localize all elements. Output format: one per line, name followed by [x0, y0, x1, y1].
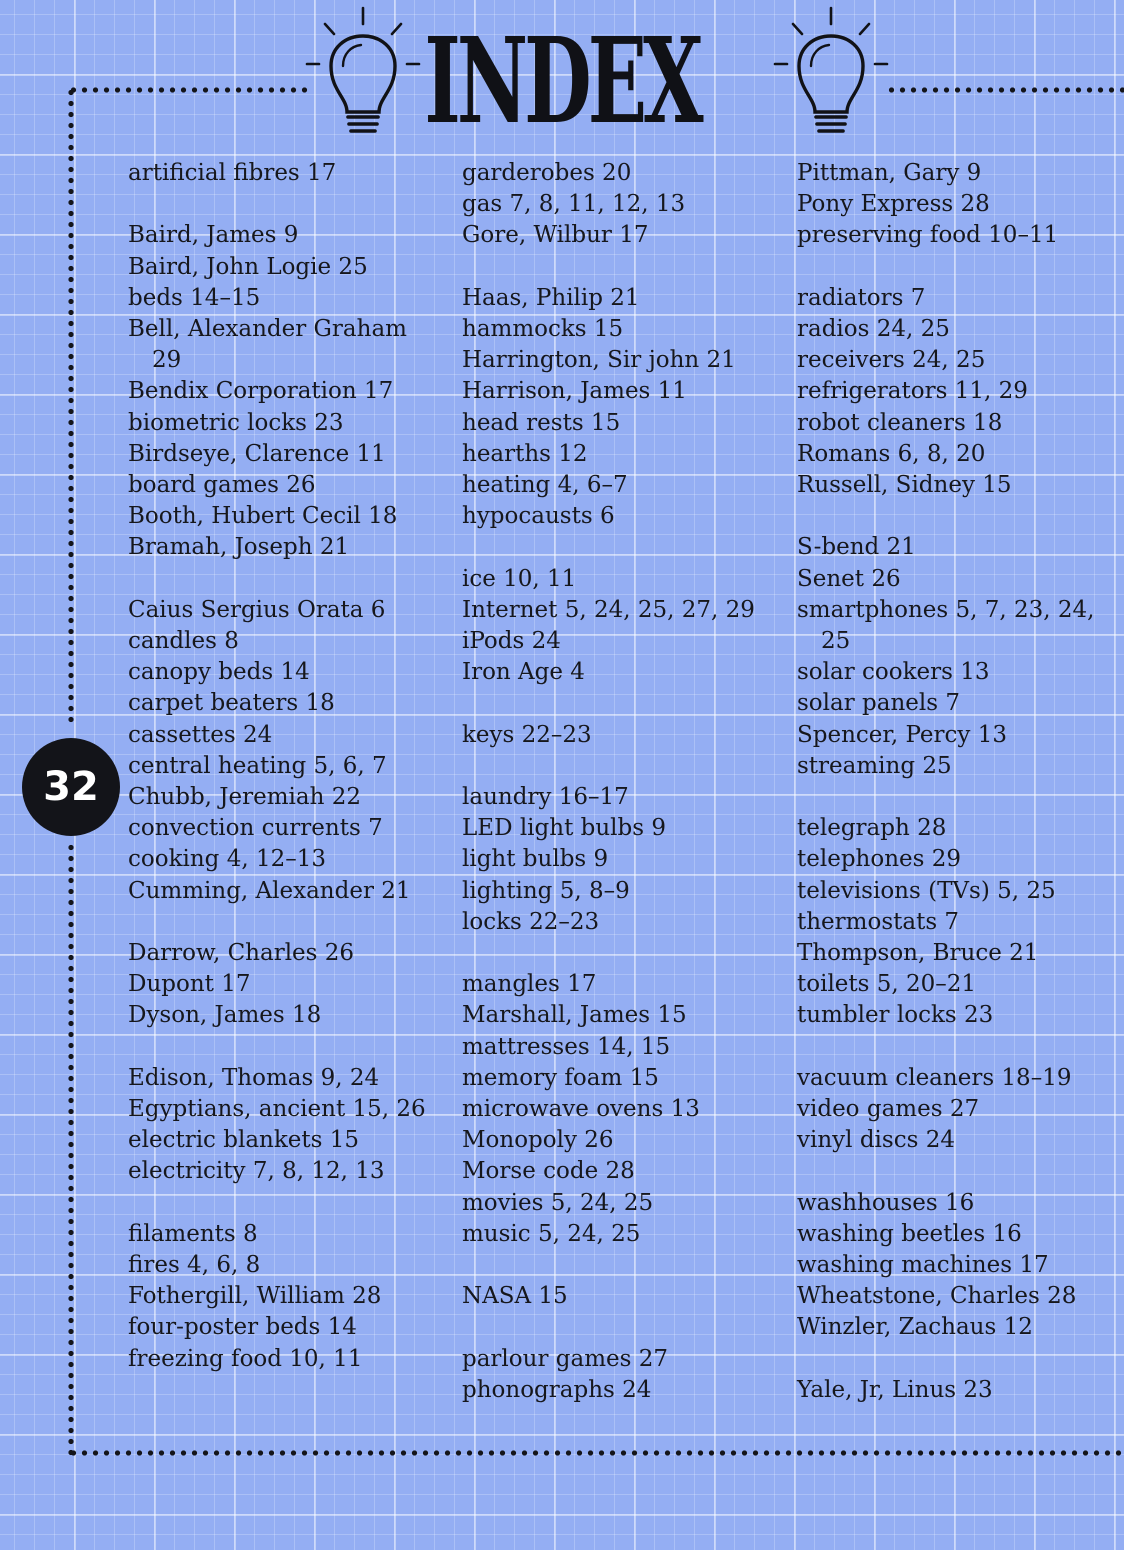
index-entry: washing machines 17: [797, 1252, 1049, 1279]
index-entry: Harrington, Sir john 21: [462, 347, 736, 374]
index-entry: Bramah, Joseph 21: [128, 534, 350, 561]
index-entry: iPods 24: [462, 628, 561, 655]
index-entry: Darrow, Charles 26: [128, 940, 355, 967]
index-gap: [128, 1032, 426, 1063]
index-entry: Chubb, Jeremiah 22: [128, 784, 361, 811]
index-entry: vacuum cleaners 18–19: [797, 1064, 1072, 1091]
index-gap: [797, 1156, 1094, 1187]
index-entry: hypocausts 6: [462, 503, 615, 530]
index-entry: Egyptians, ancient 15, 26: [128, 1096, 426, 1123]
index-entry: Bell, Alexander Graham: [128, 316, 407, 342]
index-entry: Thompson, Bruce 21: [797, 940, 1039, 967]
index-entry: Winzler, Zachaus 12: [797, 1314, 1033, 1341]
index-entry: locks 22–23: [462, 908, 600, 935]
index-entry: washhouses 16: [797, 1189, 975, 1216]
index-gap: [462, 938, 755, 969]
index-entry: Bendix Corporation 17: [128, 378, 394, 405]
index-entry: toilets 5, 20–21: [797, 971, 977, 998]
index-entry: streaming 25: [797, 752, 952, 779]
index-gap: [797, 1032, 1094, 1063]
index-entry: Dupont 17: [128, 971, 251, 998]
index-entry: fires 4, 6, 8: [128, 1252, 261, 1279]
index-entry: gas 7, 8, 11, 12, 13: [462, 191, 686, 218]
index-entry: radios 24, 25: [797, 316, 950, 342]
index-entry: filaments 8: [128, 1220, 258, 1247]
index-entry: microwave ovens 13: [462, 1096, 700, 1123]
index-entry: telephones 29: [797, 846, 962, 873]
index-entry: Morse code 28: [462, 1158, 635, 1185]
index-gap: [462, 1312, 755, 1343]
index-entry: mattresses 14, 15: [462, 1033, 671, 1060]
index-entry: Baird, James 9: [128, 222, 299, 249]
index-entry: video games 27: [797, 1096, 980, 1123]
index-entry: Romans 6, 8, 20: [797, 440, 986, 467]
index-entry: cassettes 24: [128, 721, 273, 748]
index-entry: Iron Age 4: [462, 659, 585, 686]
index-entry: Cumming, Alexander 21: [128, 877, 411, 904]
index-entry: Yale, Jr, Linus 23: [797, 1376, 993, 1403]
index-entry: memory foam 15: [462, 1064, 659, 1091]
index-gap: [462, 252, 755, 283]
frame-bottom-dots: [68, 1450, 1124, 1456]
index-entry: S-bend 21: [797, 534, 916, 561]
index-entry: televisions (TVs) 5, 25: [797, 877, 1056, 904]
page-title: INDEX: [424, 11, 700, 150]
index-gap: [128, 1188, 426, 1219]
index-entry: 25: [821, 628, 851, 655]
index-entry: robot cleaners 18: [797, 409, 1003, 436]
index-entry: solar cookers 13: [797, 659, 990, 686]
index-entry: laundry 16–17: [462, 784, 629, 810]
index-entry: lighting 5, 8–9: [462, 877, 630, 904]
index-entry: smartphones 5, 7, 23, 24,: [797, 596, 1095, 623]
index-entry: biometric locks 23: [128, 409, 344, 436]
index-column-3: [797, 158, 1094, 1406]
index-column-2: [462, 158, 755, 1406]
index-entry: hearths 12: [462, 440, 588, 467]
index-entry: hammocks 15: [462, 316, 624, 342]
index-entry: washing beetles 16: [797, 1220, 1022, 1247]
index-entry: board games 26: [128, 472, 316, 499]
index-entry: solar panels 7: [797, 690, 960, 717]
index-entry: LED light bulbs 9: [462, 815, 666, 842]
index-gap: [128, 907, 426, 938]
frame-left-dots-lower: [68, 842, 74, 1456]
index-entry: telegraph 28: [797, 815, 947, 842]
index-entry: artificial fibres 17: [128, 160, 337, 186]
index-entry: electric blankets 15: [128, 1127, 360, 1154]
index-gap: [797, 501, 1094, 532]
index-entry: Fothergill, William 28: [128, 1283, 382, 1310]
page-number: 32: [43, 764, 99, 810]
index-entry: Russell, Sidney 15: [797, 472, 1012, 499]
index-entry: vinyl discs 24: [797, 1127, 955, 1154]
index-entry: preserving food 10–11: [797, 222, 1059, 249]
index-entry: garderobes 20: [462, 160, 632, 186]
index-entry: Wheatstone, Charles 28: [797, 1283, 1077, 1310]
index-entry: candles 8: [128, 628, 239, 655]
index-entry: freezing food 10, 11: [128, 1345, 363, 1372]
index-entry: convection currents 7: [128, 815, 383, 842]
index-entry: radiators 7: [797, 284, 926, 311]
index-entry: Monopoly 26: [462, 1127, 614, 1154]
index-gap: [462, 1250, 755, 1281]
index-gap: [462, 751, 755, 782]
index-entry: head rests 15: [462, 409, 621, 436]
index-entry: parlour games 27: [462, 1345, 668, 1372]
index-entry: Haas, Philip 21: [462, 284, 640, 311]
index-entry: central heating 5, 6, 7: [128, 752, 387, 779]
index-entry: Internet 5, 24, 25, 27, 29: [462, 596, 755, 623]
index-entry: four-poster beds 14: [128, 1314, 357, 1341]
index-entry: phonographs 24: [462, 1376, 652, 1403]
index-entry: Caius Sergius Orata 6: [128, 596, 386, 623]
index-entry: Booth, Hubert Cecil 18: [128, 503, 398, 530]
frame-left-dots-upper: [68, 87, 74, 727]
index-entry: keys 22–23: [462, 721, 592, 748]
index-column-1: [128, 158, 426, 1375]
index-gap: [797, 1344, 1094, 1375]
index-entry: cooking 4, 12–13: [128, 846, 327, 873]
index-entry: Pittman, Gary 9: [797, 160, 982, 186]
index-entry: 29: [152, 347, 182, 374]
index-entry: Baird, John Logie 25: [128, 253, 368, 280]
index-gap: [797, 252, 1094, 283]
index-entry: Senet 26: [797, 565, 901, 592]
index-entry: Pony Express 28: [797, 191, 990, 218]
index-entry: Birdseye, Clarence 11: [128, 440, 386, 467]
index-entry: refrigerators 11, 29: [797, 378, 1028, 405]
index-entry: Marshall, James 15: [462, 1002, 687, 1029]
index-entry: Spencer, Percy 13: [797, 721, 1007, 748]
index-entry: Gore, Wilbur 17: [462, 222, 649, 249]
index-gap: [797, 782, 1094, 813]
index-entry: Dyson, James 18: [128, 1002, 322, 1029]
index-entry: NASA 15: [462, 1283, 568, 1310]
index-gap: [128, 189, 426, 220]
index-entry: canopy beds 14: [128, 659, 310, 686]
index-gap: [128, 564, 426, 595]
index-entry: electricity 7, 8, 12, 13: [128, 1158, 385, 1185]
index-entry: Edison, Thomas 9, 24: [128, 1064, 380, 1091]
index-entry: music 5, 24, 25: [462, 1220, 641, 1247]
index-entry: beds 14–15: [128, 284, 261, 311]
index-gap: [462, 532, 755, 563]
index-entry: heating 4, 6–7: [462, 472, 628, 499]
index-entry: tumbler locks 23: [797, 1002, 994, 1029]
index-entry: Harrison, James 11: [462, 378, 687, 405]
index-entry: thermostats 7: [797, 908, 960, 935]
index-entry: mangles 17: [462, 971, 597, 998]
index-entry: carpet beaters 18: [128, 690, 335, 717]
index-entry: ice 10, 11: [462, 565, 577, 592]
index-entry: movies 5, 24, 25: [462, 1189, 654, 1216]
index-entry: light bulbs 9: [462, 846, 609, 873]
index-entry: receivers 24, 25: [797, 347, 986, 374]
page-number-badge: [22, 738, 120, 836]
index-gap: [462, 688, 755, 719]
